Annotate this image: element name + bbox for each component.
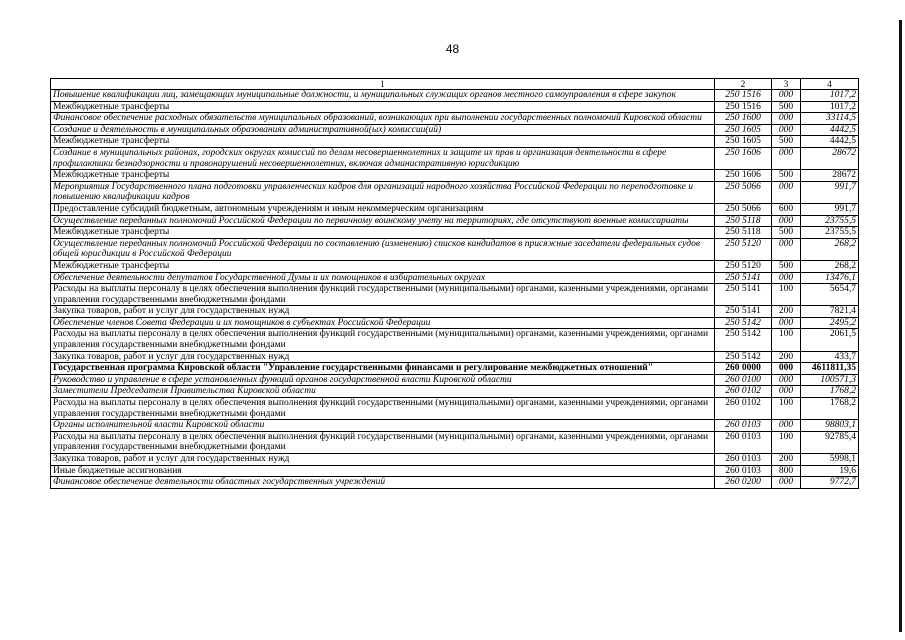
row-name-cell: Межбюджетные трансферты — [51, 101, 715, 113]
row-name-cell: Осуществление переданных полномочий Российской Федерации по первичному воинскому учету на территориях, где отсутствуют военные комиссариаты — [51, 215, 715, 227]
row-amount-cell: 98803,1 — [801, 420, 859, 432]
row-type-cell: 500 — [772, 170, 801, 182]
row-name-cell: Расходы на выплаты персоналу в целях обеспечения выполнения функций государственными (муниципальными) органами, казенными учреждениями, органами управления государственными внебюджетными фондами — [51, 398, 715, 420]
row-type-cell: 000 — [772, 272, 801, 284]
row-code-cell: 250 1606 — [715, 147, 772, 169]
row-type-cell: 100 — [772, 284, 801, 306]
row-type-cell: 000 — [772, 238, 801, 260]
row-amount-cell: 7821,4 — [801, 306, 859, 318]
row-name-cell: Межбюджетные трансферты — [51, 136, 715, 148]
table-row — [51, 272, 859, 284]
row-amount-cell: 4442,5 — [801, 136, 859, 148]
table-row — [51, 101, 859, 113]
row-code-cell: 250 5141 — [715, 272, 772, 284]
table-row — [51, 374, 859, 386]
row-name-cell: Создание и деятельность в муниципальных образованиях административной(ых) комиссии(ий) — [51, 124, 715, 136]
table-row — [51, 431, 859, 453]
row-code-cell: 260 0102 — [715, 386, 772, 398]
row-name-cell: Мероприятия Государственного плана подготовки управленческих кадров для организаций народного хозяйства Российской Федерации по переподготовке и повышению квалификации кадров — [51, 181, 715, 203]
row-name-cell: Расходы на выплаты персоналу в целях обеспечения выполнения функций государственными (муниципальными) органами, казенными учреждениями, органами управления государственными внебюджетными фондами — [51, 284, 715, 306]
row-amount-cell: 13476,1 — [801, 272, 859, 284]
header-row — [51, 79, 859, 90]
row-code-cell: 250 5141 — [715, 284, 772, 306]
column-header-amount: 4 — [801, 79, 859, 90]
row-amount-cell: 28672 — [801, 147, 859, 169]
row-amount-cell: 4611811,35 — [801, 363, 859, 375]
row-code-cell: 250 1516 — [715, 101, 772, 113]
table-row — [51, 203, 859, 215]
right-edge-rule — [899, 20, 902, 632]
budget-table-body — [51, 79, 859, 489]
row-name-cell: Предоставление субсидий бюджетным, автономным учреждениям и иным некоммерческим организациям — [51, 203, 715, 215]
column-header-code: 2 — [715, 79, 772, 90]
row-type-cell: 000 — [772, 113, 801, 125]
row-type-cell: 500 — [772, 260, 801, 272]
row-code-cell: 250 5118 — [715, 227, 772, 239]
table-row — [51, 465, 859, 477]
row-code-cell: 250 1606 — [715, 170, 772, 182]
row-name-cell: Закупка товаров, работ и услуг для государственных нужд — [51, 351, 715, 363]
table-row — [51, 113, 859, 125]
table-row — [51, 170, 859, 182]
row-code-cell: 250 5141 — [715, 306, 772, 318]
table-row — [51, 136, 859, 148]
row-type-cell: 000 — [772, 420, 801, 432]
row-type-cell: 000 — [772, 147, 801, 169]
row-amount-cell: 19,6 — [801, 465, 859, 477]
row-name-cell: Закупка товаров, работ и услуг для государственных нужд — [51, 454, 715, 466]
row-code-cell: 250 1605 — [715, 124, 772, 136]
row-name-cell: Расходы на выплаты персоналу в целях обеспечения выполнения функций государственными (муниципальными) органами, казенными учреждениями, органами управления государственными внебюджетными фондами — [51, 431, 715, 453]
row-name-cell: Закупка товаров, работ и услуг для государственных нужд — [51, 306, 715, 318]
row-type-cell: 100 — [772, 398, 801, 420]
row-amount-cell: 991,7 — [801, 181, 859, 203]
row-type-cell: 500 — [772, 101, 801, 113]
table-row — [51, 227, 859, 239]
table-row — [51, 477, 859, 489]
table-row — [51, 90, 859, 102]
row-amount-cell: 5654,7 — [801, 284, 859, 306]
row-name-cell: Обеспечение деятельности депутатов Государственной Думы и их помощников в избирательных округах — [51, 272, 715, 284]
row-amount-cell: 1768,2 — [801, 386, 859, 398]
row-amount-cell: 4442,5 — [801, 124, 859, 136]
table-row — [51, 420, 859, 432]
row-type-cell: 000 — [772, 90, 801, 102]
table-row — [51, 317, 859, 329]
table-row — [51, 306, 859, 318]
row-type-cell: 500 — [772, 136, 801, 148]
row-type-cell: 000 — [772, 374, 801, 386]
row-code-cell: 250 1516 — [715, 90, 772, 102]
row-type-cell: 000 — [772, 386, 801, 398]
row-amount-cell: 1017,2 — [801, 101, 859, 113]
row-type-cell: 600 — [772, 203, 801, 215]
budget-table — [50, 78, 859, 489]
row-name-cell: Межбюджетные трансферты — [51, 227, 715, 239]
row-amount-cell: 433,7 — [801, 351, 859, 363]
table-row — [51, 147, 859, 169]
row-type-cell: 100 — [772, 329, 801, 351]
table-row — [51, 215, 859, 227]
row-name-cell: Финансовое обеспечение расходных обязательств муниципальных образований, возникающих при выполнении государственных полномочий Кировской области — [51, 113, 715, 125]
row-type-cell: 200 — [772, 306, 801, 318]
row-amount-cell: 991,7 — [801, 203, 859, 215]
row-type-cell: 000 — [772, 317, 801, 329]
row-amount-cell: 268,2 — [801, 238, 859, 260]
column-header-name: 1 — [51, 79, 715, 90]
table-row — [51, 181, 859, 203]
row-name-cell: Межбюджетные трансферты — [51, 260, 715, 272]
row-name-cell: Финансовое обеспечение деятельности областных государственных учреждений — [51, 477, 715, 489]
row-name-cell: Повышение квалификации лиц, замещающих муниципальные должности, и муниципальных служащих органов местного самоуправления в сфере закупок — [51, 90, 715, 102]
table-row — [51, 260, 859, 272]
row-code-cell: 260 0103 — [715, 431, 772, 453]
row-amount-cell: 2061,5 — [801, 329, 859, 351]
row-amount-cell: 23755,5 — [801, 215, 859, 227]
row-amount-cell: 100571,3 — [801, 374, 859, 386]
row-name-cell: Заместители Председателя Правительства Кировской области — [51, 386, 715, 398]
table-row — [51, 454, 859, 466]
row-code-cell: 260 0102 — [715, 398, 772, 420]
row-name-cell: Органы исполнительной власти Кировской области — [51, 420, 715, 432]
table-row — [51, 329, 859, 351]
row-name-cell: Государственная программа Кировской области "Управление государственными финансами и регулирование межбюджетных отношений" — [51, 363, 715, 375]
row-code-cell: 250 5120 — [715, 260, 772, 272]
row-code-cell: 260 0200 — [715, 477, 772, 489]
table-row — [51, 398, 859, 420]
row-code-cell: 260 0103 — [715, 420, 772, 432]
row-code-cell: 250 1605 — [715, 136, 772, 148]
row-amount-cell: 1768,2 — [801, 398, 859, 420]
row-name-cell: Осуществление переданных полномочий Российской Федерации по составлению (изменению) списков кандидатов в присяжные заседатели федеральных судов общей юрисдикции в Российской Федерации — [51, 238, 715, 260]
row-type-cell: 100 — [772, 431, 801, 453]
row-code-cell: 250 5142 — [715, 317, 772, 329]
row-type-cell: 800 — [772, 465, 801, 477]
row-name-cell: Создание в муниципальных районах, городских округах комиссий по делам несовершеннолетних и защите их прав и организация деятельности в сфере профилактики безнадзорности и правонарушений несовершеннолетних, включая административную юрисдикцию — [51, 147, 715, 169]
row-amount-cell: 1017,2 — [801, 90, 859, 102]
row-type-cell: 000 — [772, 215, 801, 227]
row-code-cell: 260 0000 — [715, 363, 772, 375]
row-amount-cell: 28672 — [801, 170, 859, 182]
row-type-cell: 200 — [772, 454, 801, 466]
row-amount-cell: 2495,2 — [801, 317, 859, 329]
row-code-cell: 260 0100 — [715, 374, 772, 386]
table-row — [51, 386, 859, 398]
row-code-cell: 250 5118 — [715, 215, 772, 227]
table-row — [51, 363, 859, 375]
row-type-cell: 500 — [772, 227, 801, 239]
page-number: 48 — [445, 42, 460, 56]
row-amount-cell: 268,2 — [801, 260, 859, 272]
row-name-cell: Межбюджетные трансферты — [51, 170, 715, 182]
row-name-cell: Расходы на выплаты персоналу в целях обеспечения выполнения функций государственными (муниципальными) органами, казенными учреждениями, органами управления государственными внебюджетными фондами — [51, 329, 715, 351]
table-row — [51, 284, 859, 306]
row-type-cell: 000 — [772, 181, 801, 203]
row-code-cell: 250 5066 — [715, 181, 772, 203]
row-type-cell: 000 — [772, 363, 801, 375]
row-type-cell: 200 — [772, 351, 801, 363]
row-name-cell: Иные бюджетные ассигнования — [51, 465, 715, 477]
row-code-cell: 250 5142 — [715, 351, 772, 363]
row-amount-cell: 9772,7 — [801, 477, 859, 489]
row-code-cell: 250 5066 — [715, 203, 772, 215]
row-name-cell: Руководство и управление в сфере установленных функций органов государственной власти Кировской области — [51, 374, 715, 386]
row-amount-cell: 5998,1 — [801, 454, 859, 466]
column-header-type: 3 — [772, 79, 801, 90]
row-amount-cell: 33114,5 — [801, 113, 859, 125]
row-code-cell: 260 0103 — [715, 454, 772, 466]
row-name-cell: Обеспечение членов Совета Федерации и их помощников в субъектах Российской Федерации — [51, 317, 715, 329]
table-row — [51, 238, 859, 260]
row-code-cell: 250 1600 — [715, 113, 772, 125]
row-type-cell: 000 — [772, 477, 801, 489]
row-code-cell: 250 5142 — [715, 329, 772, 351]
row-type-cell: 000 — [772, 124, 801, 136]
row-amount-cell: 23755,5 — [801, 227, 859, 239]
row-code-cell: 250 5120 — [715, 238, 772, 260]
table-row — [51, 351, 859, 363]
table-row — [51, 124, 859, 136]
row-code-cell: 260 0103 — [715, 465, 772, 477]
row-amount-cell: 92785,4 — [801, 431, 859, 453]
